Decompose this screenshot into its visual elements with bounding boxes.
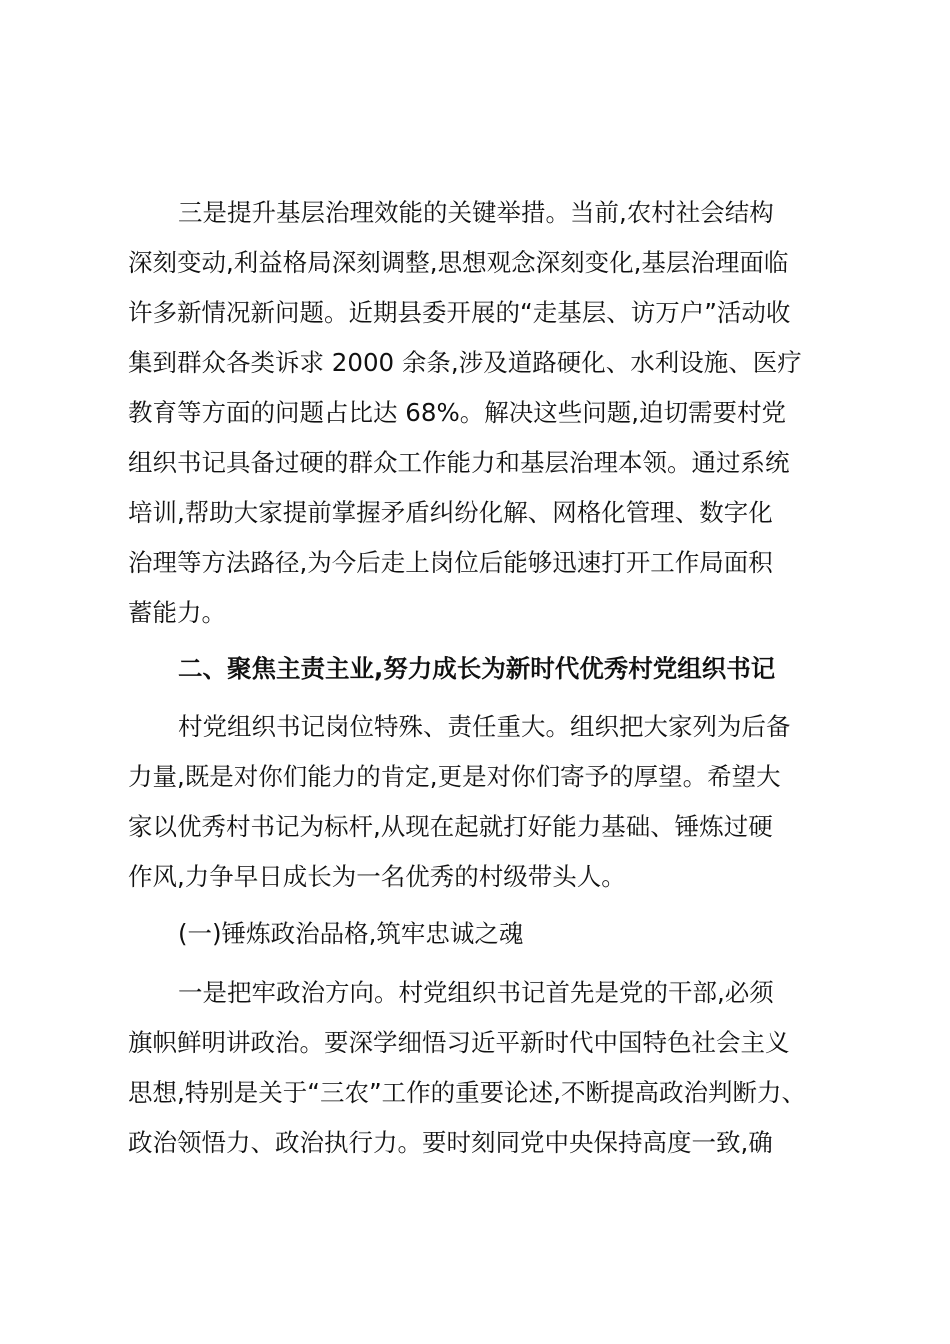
heading-text: 二、聚焦主责主业,努力成长为新时代优秀村党组织书记: [178, 654, 776, 683]
text-line: 培训,帮助大家提前掌握矛盾纠纷化解、网格化管理、数字化: [128, 498, 773, 527]
text-line: 治理等方法路径,为今后走上岗位后能够迅速打开工作局面积: [128, 548, 773, 577]
subheading-text: (一)锤炼政治品格,筑牢忠诚之魂: [178, 919, 524, 948]
text-line: 蓄能力。: [128, 598, 226, 627]
text-line: 力量,既是对你们能力的肯定,更是对你们寄予的厚望。希望大: [128, 762, 781, 791]
text-line: 许多新情况新问题。近期县委开展的“走基层、访万户”活动收: [128, 298, 791, 327]
text-line: 一是把牢政治方向。村党组织书记首先是党的干部,必须: [178, 978, 774, 1007]
text-line: 思想,特别是关于“三农”工作的重要论述,不断提高政治判断力、: [128, 1078, 806, 1107]
text-line: 村党组织书记岗位特殊、责任重大。组织把大家列为后备: [178, 712, 791, 741]
text-line: 组织书记具备过硬的群众工作能力和基层治理本领。通过系统: [128, 448, 790, 477]
text-line: 旗帜鲜明讲政治。要深学细悟习近平新时代中国特色社会主义: [128, 1028, 790, 1057]
text-line: 作风,力争早日成长为一名优秀的村级带头人。: [128, 862, 626, 891]
text-line: 教育等方面的问题占比达 68%。解决这些问题,迫切需要村党: [128, 398, 787, 427]
text-line: 政治领悟力、政治执行力。要时刻同党中央保持高度一致,确: [128, 1128, 773, 1157]
text-line: 深刻变动,利益格局深刻调整,思想观念深刻变化,基层治理面临: [128, 248, 789, 277]
text-line: 集到群众各类诉求 2000 余条,涉及道路硬化、水利设施、医疗: [128, 348, 802, 377]
text-line: 家以优秀村书记为标杆,从现在起就打好能力基础、锤炼过硬: [128, 812, 773, 841]
text-line: 三是提升基层治理效能的关键举措。当前,农村社会结构: [178, 198, 774, 227]
